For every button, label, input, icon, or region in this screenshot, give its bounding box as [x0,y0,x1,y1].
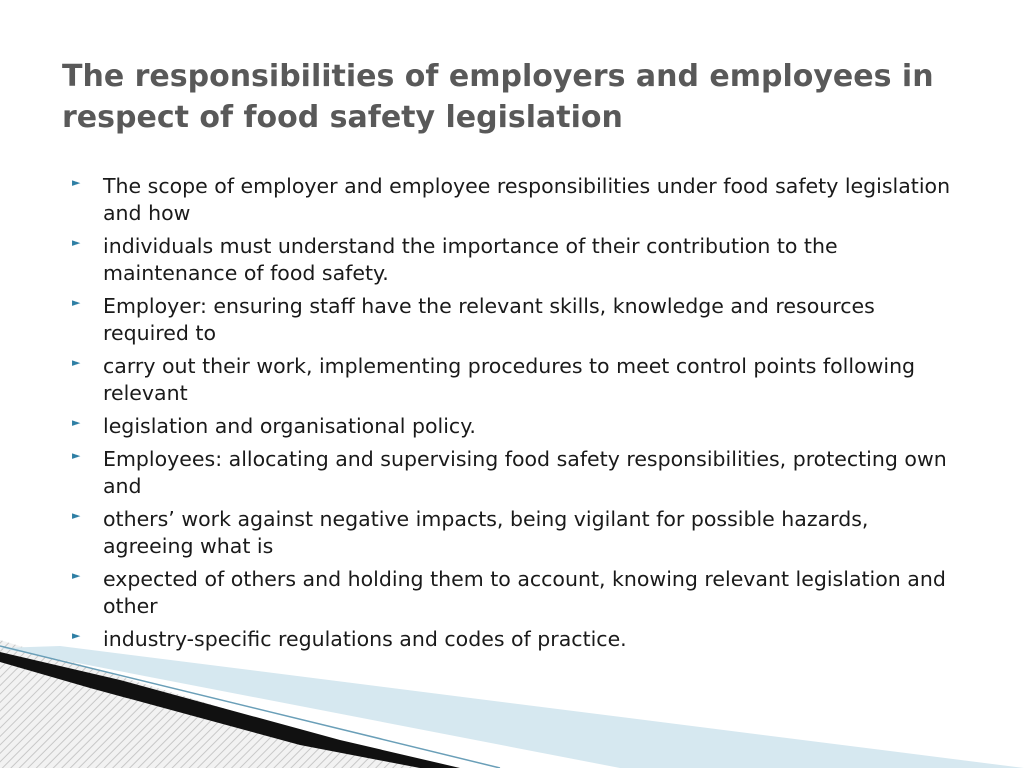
list-item [72,173,962,227]
triangle-bullet-icon: ► [72,296,81,309]
triangle-bullet-icon: ► [72,629,81,642]
list-item-text: industry-specific regulations and codes of practice. [103,627,627,651]
list-item-text: The scope of employer and employee responsibilities under food safety legislation and how [103,174,951,225]
list-item [72,353,962,407]
list-item-text: expected of others and holding them to account, knowing relevant legislation and other [103,567,946,618]
list-item [72,413,962,440]
list-item [72,506,962,560]
list-item [72,446,962,500]
triangle-bullet-icon: ► [72,356,81,369]
list-item-text: carry out their work, implementing procedures to meet control points following relevant [103,354,916,405]
list-item-text: Employees: allocating and supervising food safety responsibilities, protecting own and [103,447,947,498]
bullet-list [72,173,962,659]
triangle-bullet-icon: ► [72,449,81,462]
slide-corner-decoration [0,600,1024,768]
triangle-bullet-icon: ► [72,569,81,582]
list-item [72,233,962,287]
list-item-text: others’ work against negative impacts, being vigilant for possible hazards, agreeing what is [103,507,869,558]
list-item-text: Employer: ensuring staff have the relevant skills, knowledge and resources required to [103,294,875,345]
triangle-bullet-icon: ► [72,416,81,429]
list-item-text: legislation and organisational policy. [103,414,476,438]
triangle-bullet-icon: ► [72,509,81,522]
slide-title: The responsibilities of employers and employees in respect of food safety legislation [62,59,934,135]
list-item-text: individuals must understand the importance of their contribution to the maintenance of food safety. [103,234,838,285]
list-item [72,293,962,347]
triangle-bullet-icon: ► [72,236,81,249]
triangle-bullet-icon: ► [72,176,81,189]
